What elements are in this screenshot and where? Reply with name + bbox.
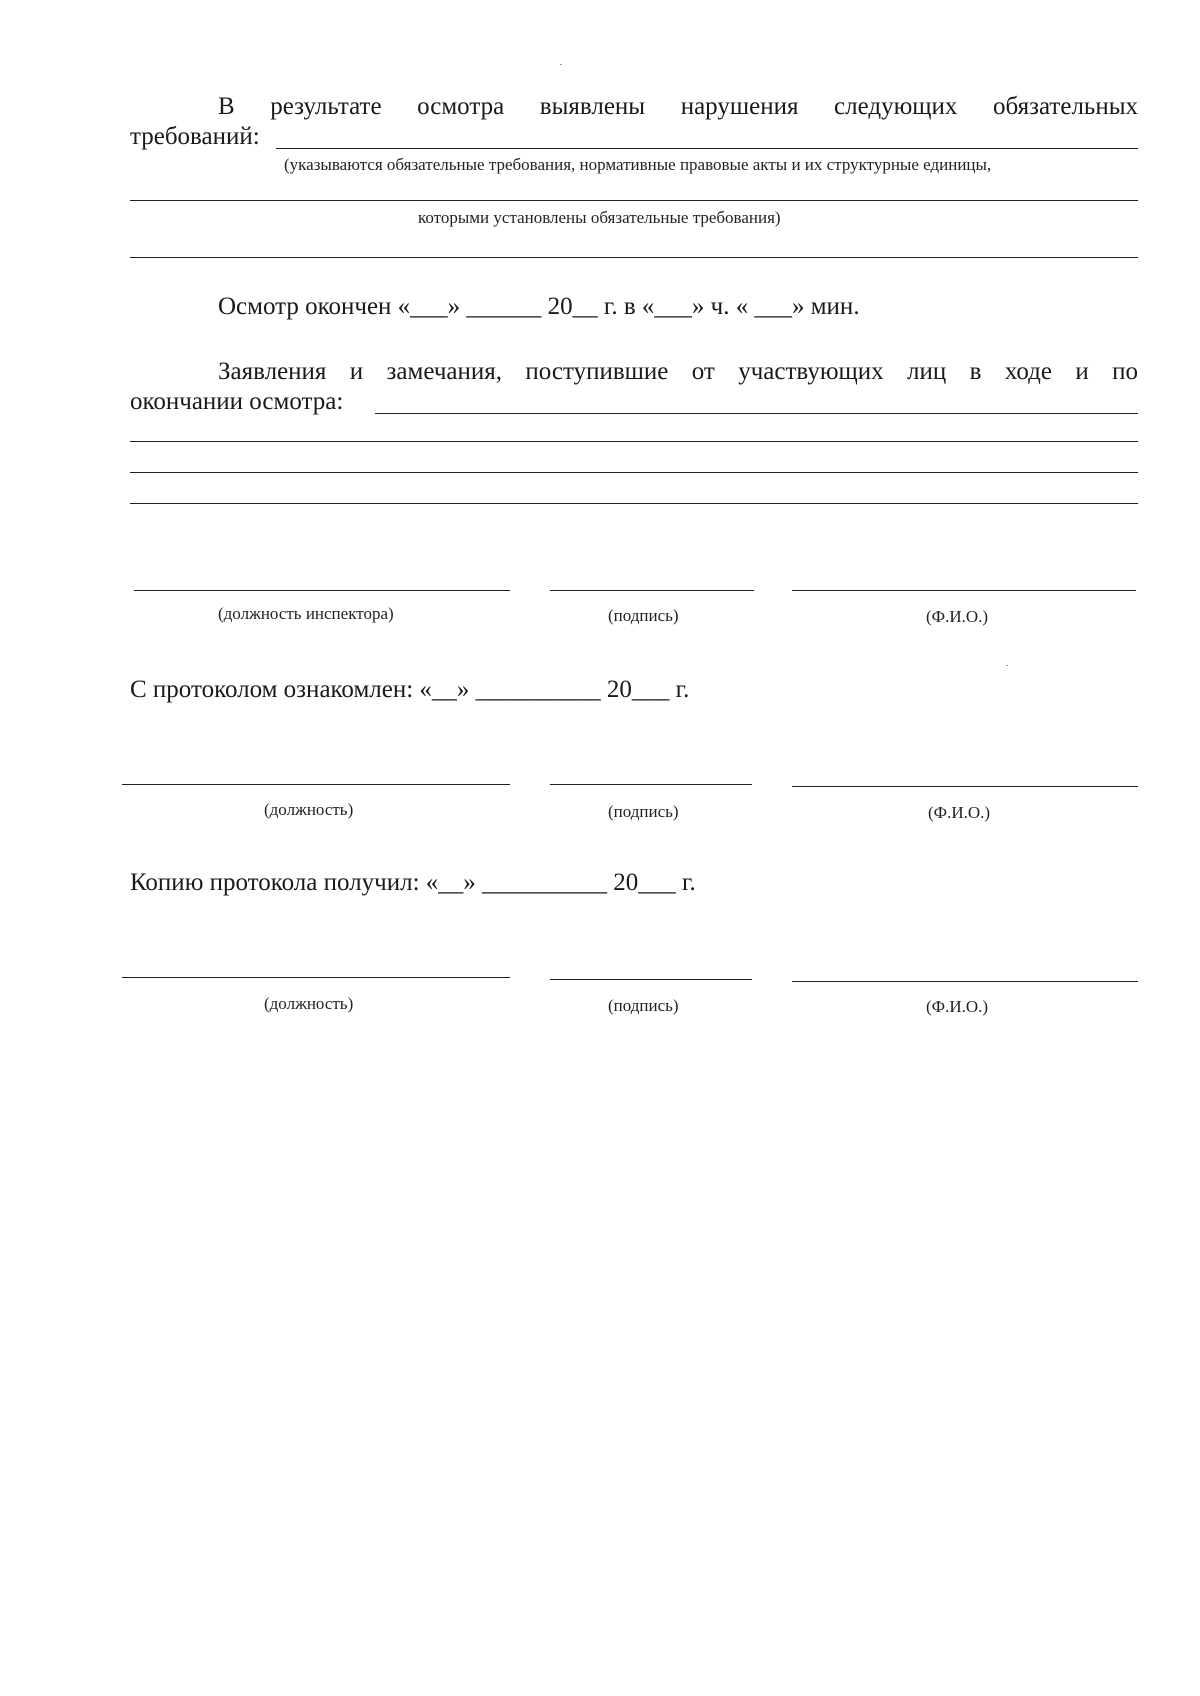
inspector-name-line <box>792 590 1136 591</box>
scan-speck <box>560 64 562 65</box>
inspector-position-caption: (должность инспектора) <box>218 604 394 623</box>
acquainted-signature-caption: (подпись) <box>608 802 679 821</box>
violations-hint-1: (указываются обязательные требования, нормативные правовые акты и их структурные единицы, <box>284 155 992 174</box>
inspection-finished-line: Осмотр окончен «___» ______ 20__ г. в «___» ч. « ___» мин. <box>218 293 860 320</box>
violations-fill-line-1 <box>276 148 1138 149</box>
inspector-name-caption: (Ф.И.О.) <box>926 607 989 626</box>
acquainted-line: С протоколом ознакомлен: «__» __________ 20___ г. <box>130 676 690 703</box>
statements-fill-line-3 <box>130 472 1138 473</box>
copy-received-line: Копию протокола получил: «__» __________ 20___ г. <box>130 869 696 896</box>
violations-fill-line-3 <box>130 257 1138 258</box>
copy-position-line <box>122 977 510 978</box>
copy-signature-line <box>550 979 752 980</box>
statements-label: окончании осмотра: <box>130 388 344 415</box>
inspector-position-line <box>134 590 510 591</box>
acquainted-position-line <box>122 784 510 785</box>
inspector-signature-line <box>550 590 754 591</box>
copy-name-caption: (Ф.И.О.) <box>926 997 989 1016</box>
statements-paragraph-line1: Заявления и замечания, поступившие от участвующих лиц в ходе и по <box>218 358 1138 385</box>
violations-hint-2: которыми установлены обязательные требования) <box>418 208 781 227</box>
statements-fill-line-2 <box>130 441 1138 442</box>
copy-position-caption: (должность) <box>264 994 354 1013</box>
scan-speck <box>1006 665 1008 666</box>
acquainted-position-caption: (должность) <box>264 800 354 819</box>
violations-label: требований: <box>130 123 260 150</box>
violations-fill-line-2 <box>130 200 1138 201</box>
acquainted-name-caption: (Ф.И.О.) <box>928 803 991 822</box>
acquainted-signature-line <box>550 784 752 785</box>
inspector-signature-caption: (подпись) <box>608 606 679 625</box>
violations-paragraph-line1: В результате осмотра выявлены нарушения следующих обязательных <box>218 93 1138 120</box>
statements-fill-line-4 <box>130 503 1138 504</box>
statements-fill-line-1 <box>375 413 1138 414</box>
copy-signature-caption: (подпись) <box>608 996 679 1015</box>
acquainted-name-line <box>792 786 1138 787</box>
copy-name-line <box>792 981 1138 982</box>
